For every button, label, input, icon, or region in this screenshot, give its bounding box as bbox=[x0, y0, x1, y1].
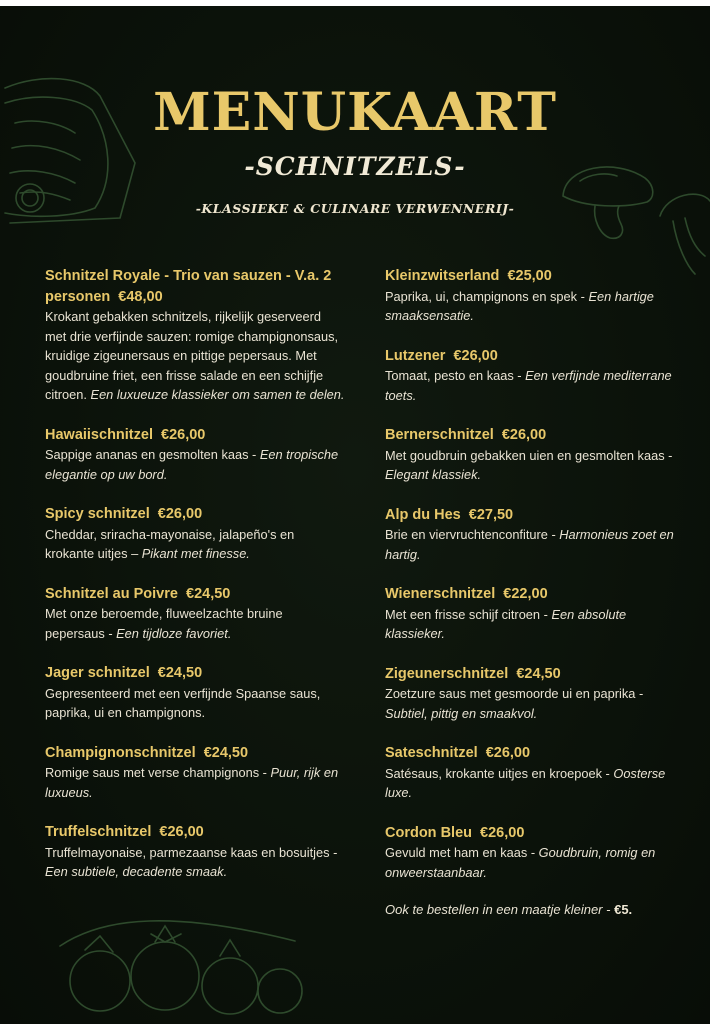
menu-item-title bbox=[45, 504, 345, 525]
item-price: €22,00 bbox=[503, 586, 548, 602]
item-note: Een subtiele, decadente smaak. bbox=[45, 864, 228, 879]
menu-item-description bbox=[385, 366, 685, 405]
menu-item-description bbox=[45, 445, 345, 484]
menu-item-title bbox=[385, 346, 685, 367]
item-price: €26,00 bbox=[157, 506, 203, 522]
item-name: Schnitzel Royale - Trio van sauzen - V.a. 2 personen bbox=[45, 268, 332, 305]
item-note: Een absolute klassieker. bbox=[385, 606, 627, 641]
item-description-text: Sappige ananas en gesmolten kaas - bbox=[45, 447, 257, 462]
item-note: Goudbruin, romig en onweerstaanbaar. bbox=[385, 845, 656, 880]
item-description-text: Tomaat, pesto en kaas - bbox=[385, 368, 522, 383]
item-name: Zigeunerschnitzel bbox=[385, 665, 509, 682]
menu-item bbox=[45, 822, 345, 882]
menu-item-title bbox=[385, 823, 685, 844]
item-note: Oosterse luxe. bbox=[385, 765, 666, 800]
smaller-portion-text: Ook te bestellen in een maatje kleiner - bbox=[385, 902, 611, 917]
item-description-text: Met goudbruin gebakken uien en gesmolten kaas - bbox=[385, 447, 673, 463]
item-description-text: Satésaus, krokante uitjes en kroepoek - bbox=[385, 765, 610, 781]
item-price: €24,50 bbox=[516, 665, 561, 682]
item-price: €25,00 bbox=[507, 268, 552, 284]
menu-column-right bbox=[385, 266, 685, 917]
item-price: €27,50 bbox=[468, 506, 514, 523]
item-name: Lutzener bbox=[385, 347, 446, 364]
item-description-text: Romige saus met verse champignons - bbox=[45, 765, 267, 780]
item-description-text: Gevuld met ham en kaas - bbox=[385, 845, 536, 860]
menu-item-title bbox=[45, 822, 345, 843]
menu-item-description bbox=[45, 843, 345, 882]
menu-item-description bbox=[45, 684, 345, 723]
item-note: Een tijdloze favoriet. bbox=[116, 625, 232, 641]
item-price: €24,50 bbox=[186, 585, 231, 602]
item-note: Subtiel, pittig en smaakvol. bbox=[385, 705, 538, 721]
menu-item-description bbox=[45, 525, 345, 564]
item-price: €26,00 bbox=[161, 426, 206, 443]
item-description-text: Brie en viervruchtenconfiture - bbox=[385, 527, 556, 542]
item-note: Pikant met finesse. bbox=[141, 546, 250, 561]
smaller-portion-price: €5. bbox=[614, 902, 633, 917]
menu-item-title bbox=[385, 505, 685, 526]
item-description-text: Met een frisse schijf citroen - bbox=[385, 606, 548, 622]
menu-item-description bbox=[385, 843, 685, 882]
menu-item-title bbox=[385, 664, 685, 685]
page-subtitle: -SCHNITZELS- bbox=[244, 152, 466, 181]
menu-item bbox=[385, 346, 685, 406]
menu-item-title bbox=[385, 584, 685, 605]
item-name: Champignonschnitzel bbox=[45, 744, 196, 761]
menu-item-description bbox=[385, 605, 685, 644]
item-description-text: Truffelmayonaise, parmezaanse kaas en bosuitjes - bbox=[45, 844, 338, 860]
menu-item-title bbox=[45, 743, 345, 764]
menu-item-description bbox=[385, 287, 685, 326]
item-description-text: Zoetzure saus met gesmoorde ui en paprika - bbox=[385, 686, 644, 701]
item-note: Elegant klassiek. bbox=[385, 467, 482, 482]
item-price: €48,00 bbox=[118, 288, 163, 305]
item-name: Hawaiischnitzel bbox=[45, 426, 153, 443]
menu-item bbox=[45, 266, 345, 405]
menu-item bbox=[385, 266, 685, 326]
item-note: Puur, rijk en luxueus. bbox=[45, 765, 339, 800]
menu-item-description bbox=[45, 307, 345, 405]
item-description-text: Met onze beroemde, fluweelzachte bruine pepersaus - bbox=[45, 606, 283, 641]
page-tagline: -KLASSIEKE & CULINARE VERWENNERIJ- bbox=[195, 201, 515, 216]
menu-item-title bbox=[45, 266, 345, 307]
item-price: €26,00 bbox=[485, 745, 531, 761]
item-name: Sateschnitzel bbox=[385, 745, 478, 761]
menu-page bbox=[0, 6, 710, 1024]
item-note: Een tropische elegantie op uw bord. bbox=[45, 447, 339, 482]
menu-item bbox=[45, 743, 345, 803]
item-name: Alp du Hes bbox=[385, 506, 461, 523]
menu-column-left bbox=[45, 266, 345, 902]
smaller-portion-note bbox=[385, 902, 685, 917]
item-price: €26,00 bbox=[501, 427, 547, 443]
menu-item bbox=[45, 663, 345, 723]
item-name: Schnitzel au Poivre bbox=[45, 585, 178, 602]
item-price: €26,00 bbox=[480, 824, 525, 841]
item-description-text: Gepresenteerd met een verfijnde Spaanse saus, paprika, ui en champignons. bbox=[45, 685, 321, 720]
item-price: €24,50 bbox=[157, 665, 203, 681]
page-title: MENUKAART bbox=[153, 82, 557, 143]
menu-item-title bbox=[45, 584, 345, 605]
menu-item-description bbox=[45, 763, 345, 802]
item-name: Bernerschnitzel bbox=[385, 427, 494, 443]
tomato-vine-sketch-icon bbox=[55, 906, 315, 1024]
menu-item-title bbox=[385, 743, 685, 764]
item-note: Een luxueuze klassieker om samen te delen. bbox=[90, 387, 345, 402]
menu-item bbox=[45, 504, 345, 564]
item-price: €26,00 bbox=[159, 824, 204, 840]
menu-item bbox=[385, 664, 685, 724]
item-name: Cordon Bleu bbox=[385, 824, 472, 841]
item-name: Truffelschnitzel bbox=[45, 824, 152, 840]
item-price: €26,00 bbox=[453, 347, 498, 364]
item-description-text: Krokant gebakken schnitzels, rijkelijk geserveerd met drie verfijnde sauzen: romige champignonsaus, kruidige zigeunersaus en pittige pepersaus. Met goudbruine friet, een frisse salade en een schijfje citroen. bbox=[45, 309, 339, 402]
item-name: Jager schnitzel bbox=[45, 665, 150, 681]
item-name: Spicy schnitzel bbox=[45, 506, 150, 522]
menu-item bbox=[385, 743, 685, 803]
item-description-text: Paprika, ui, champignons en spek - bbox=[385, 288, 585, 304]
menu-item-description bbox=[385, 764, 685, 803]
item-note: Harmonieus zoet en hartig. bbox=[385, 527, 674, 562]
menu-item-description bbox=[385, 684, 685, 723]
menu-item-description bbox=[385, 446, 685, 485]
menu-item bbox=[385, 823, 685, 883]
menu-item-description bbox=[385, 525, 685, 564]
menu-item-title bbox=[385, 266, 685, 287]
menu-item-title bbox=[45, 425, 345, 446]
item-price: €24,50 bbox=[203, 744, 249, 761]
menu-item bbox=[45, 425, 345, 485]
menu-item bbox=[385, 425, 685, 485]
menu-item bbox=[45, 584, 345, 644]
menu-item bbox=[385, 584, 685, 644]
menu-item-title bbox=[45, 663, 345, 684]
item-description-text: Cheddar, sriracha-mayonaise, jalapeño's en krokante uitjes – bbox=[45, 526, 295, 561]
menu-item bbox=[385, 505, 685, 565]
menu-item-title bbox=[385, 425, 685, 446]
menu-item-description bbox=[45, 604, 345, 643]
item-name: Kleinzwitserland bbox=[385, 268, 500, 284]
item-note: Een verfijnde mediterrane toets. bbox=[385, 368, 672, 403]
item-name: Wienerschnitzel bbox=[385, 586, 496, 602]
item-note: Een hartige smaaksensatie. bbox=[385, 288, 654, 323]
